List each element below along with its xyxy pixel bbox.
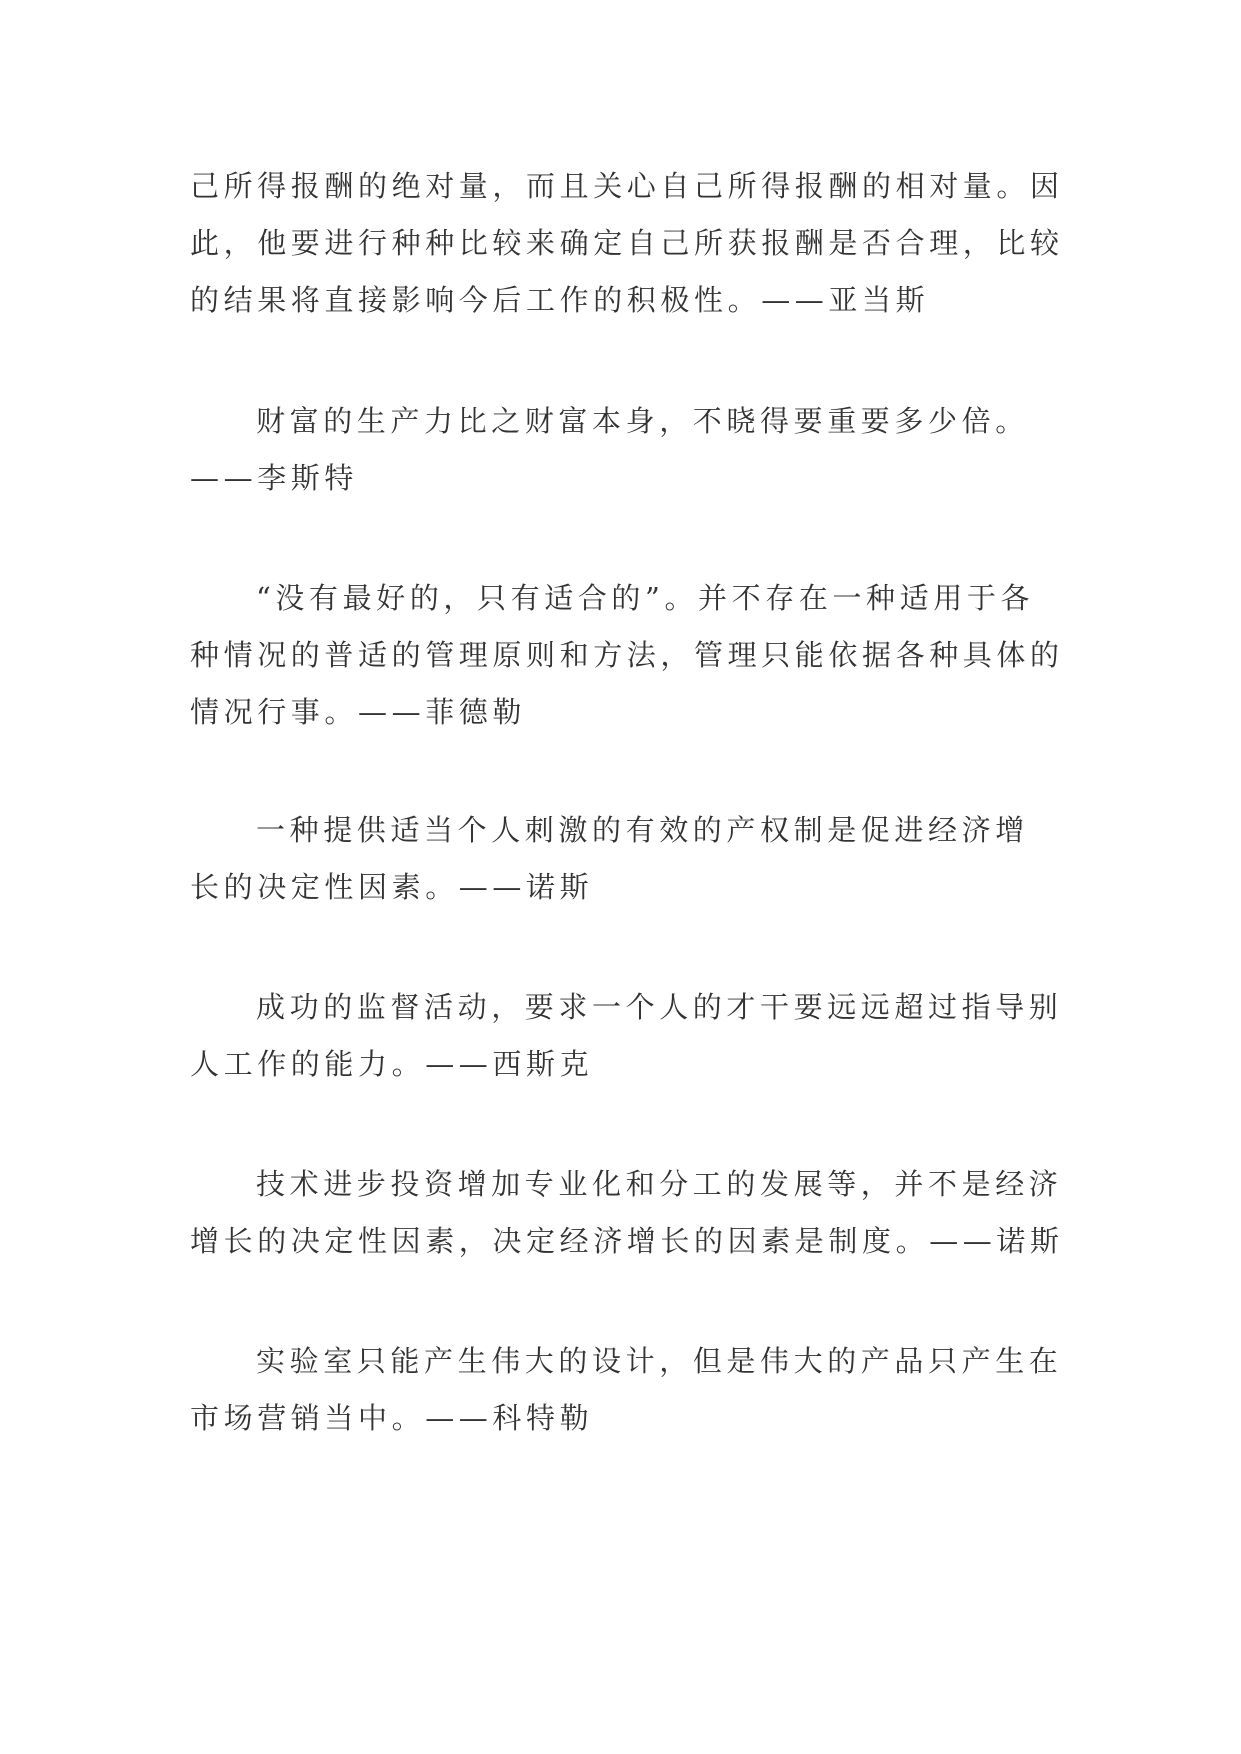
text-line: 人工作的能力。——西斯克 — [190, 1047, 594, 1081]
quote-paragraph — [190, 802, 1055, 916]
text-line: 一种提供适当个人刺激的有效的产权制是促进经济增 — [256, 813, 1029, 847]
quote-paragraph — [190, 1156, 1064, 1270]
text-line: 技术进步投资增加专业化和分工的发展等，并不是经济 — [256, 1167, 1063, 1201]
quote-paragraph — [190, 158, 1064, 329]
text-line: “没有最好的，只有适合的”。并不存在一种适用于各 — [256, 581, 1035, 615]
quote-paragraph — [190, 979, 1063, 1093]
text-line: 情况行事。——菲德勒 — [190, 695, 527, 729]
quote-paragraph — [190, 393, 1055, 507]
text-line: 成功的监督活动，要求一个人的才干要远远超过指导别 — [256, 990, 1063, 1024]
text-line: 长的决定性因素。——诺斯 — [190, 870, 594, 904]
text-line: 种情况的普适的管理原则和方法，管理只能依据各种具体的 — [190, 638, 1064, 672]
text-line: 己所得报酬的绝对量，而且关心自己所得报酬的相对量。因 — [190, 169, 1064, 203]
text-line: ——李斯特 — [190, 461, 359, 495]
text-line: 实验室只能产生伟大的设计，但是伟大的产品只产生在 — [256, 1344, 1063, 1378]
text-line: 增长的决定性因素，决定经济增长的因素是制度。——诺斯 — [190, 1224, 1064, 1258]
quote-paragraph — [190, 1333, 1063, 1447]
text-line: 的结果将直接影响今后工作的积极性。——亚当斯 — [190, 283, 930, 317]
text-line: 市场营销当中。——科特勒 — [190, 1401, 594, 1435]
text-line: 此，他要进行种种比较来确定自己所获报酬是否合理，比较 — [190, 226, 1064, 260]
text-line: 财富的生产力比之财富本身，不晓得要重要多少倍。 — [256, 404, 1029, 438]
quote-paragraph — [190, 570, 1064, 741]
